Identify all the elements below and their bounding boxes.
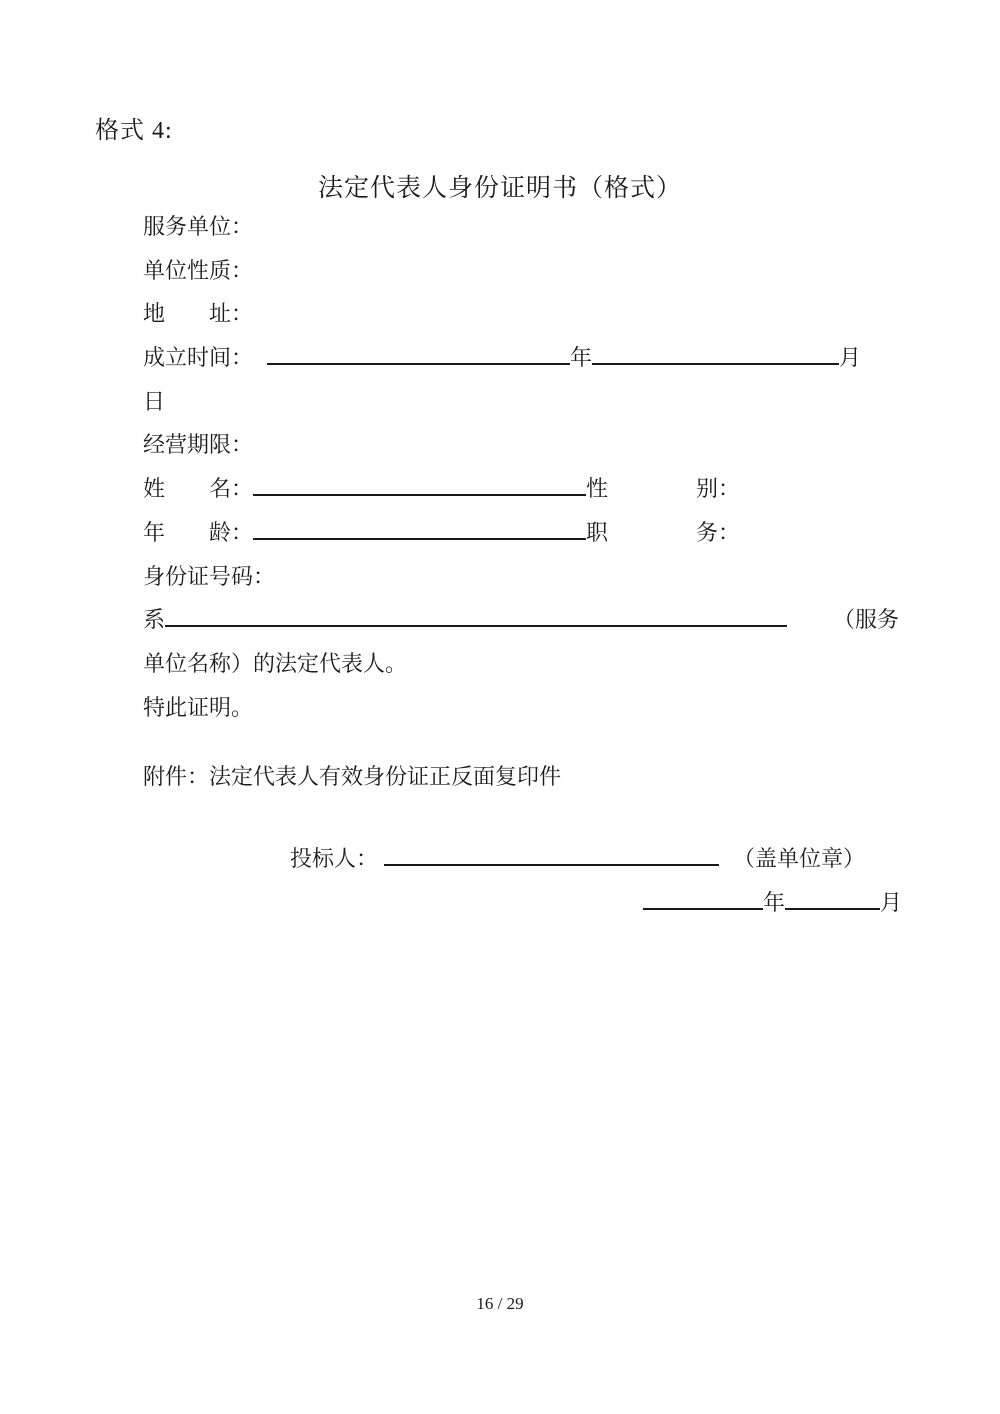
is-representative-line <box>143 598 910 642</box>
is-prefix: 系 <box>143 607 166 633</box>
establish-month-blank <box>592 341 839 365</box>
date-month-blank <box>785 886 880 910</box>
position-label: 职 务： <box>586 519 741 545</box>
spacer <box>143 799 910 837</box>
format-number-label: 格式 4: <box>95 118 173 144</box>
establish-year-suffix: 年 <box>570 345 593 371</box>
hereby-certify-text: 特此证明。 <box>143 694 254 720</box>
id-number-label: 身份证号码： <box>143 563 276 589</box>
business-term-line <box>143 423 910 467</box>
age-blank <box>253 516 586 540</box>
establish-year-blank <box>267 341 570 365</box>
date-month-label: 月 <box>879 889 902 915</box>
date-year-label: 年 <box>762 889 785 915</box>
name-blank <box>253 472 586 496</box>
bidder-signature-line <box>290 837 910 881</box>
spacer <box>143 729 910 755</box>
service-unit-line <box>143 205 910 249</box>
address-line <box>143 292 910 336</box>
address-label: 地 址： <box>143 301 254 327</box>
hereby-certify-line <box>143 686 910 730</box>
service-unit-paren: （服务 <box>833 607 900 633</box>
document-title: 法定代表人身份证明书（格式） <box>317 175 682 202</box>
unit-name-continuation: 单位名称）的法定代表人。 <box>143 650 408 676</box>
form-body <box>143 205 910 924</box>
unit-name-blank <box>165 603 787 627</box>
unit-nature-line <box>143 249 910 293</box>
establish-time-label: 成立时间： <box>143 345 254 371</box>
date-year-blank <box>643 886 763 910</box>
establish-day-line <box>143 380 910 424</box>
establish-time-line <box>143 336 910 380</box>
attachment-note: 附件：法定代表人有效身份证正反面复印件 <box>143 764 562 790</box>
gender-label: 性 别： <box>586 476 741 502</box>
business-term-label: 经营期限： <box>143 432 254 458</box>
establish-month-suffix: 月 <box>839 345 862 371</box>
service-unit-label: 服务单位： <box>143 214 254 239</box>
bidder-label: 投标人： <box>290 845 379 871</box>
establish-day-suffix: 日 <box>143 388 166 414</box>
attachment-line <box>143 755 910 799</box>
name-gender-line <box>143 467 910 511</box>
signature-date-line <box>143 881 902 925</box>
unit-nature-label: 单位性质： <box>143 257 254 283</box>
id-number-line <box>143 555 910 599</box>
seal-note: （盖单位章） <box>733 845 866 871</box>
page-number: 16 / 29 <box>476 1294 524 1313</box>
bidder-name-blank <box>384 842 719 866</box>
age-label: 年 龄： <box>143 519 254 545</box>
unit-name-continuation-line <box>143 642 910 686</box>
name-label: 姓 名： <box>143 476 254 502</box>
age-position-line <box>143 511 910 555</box>
